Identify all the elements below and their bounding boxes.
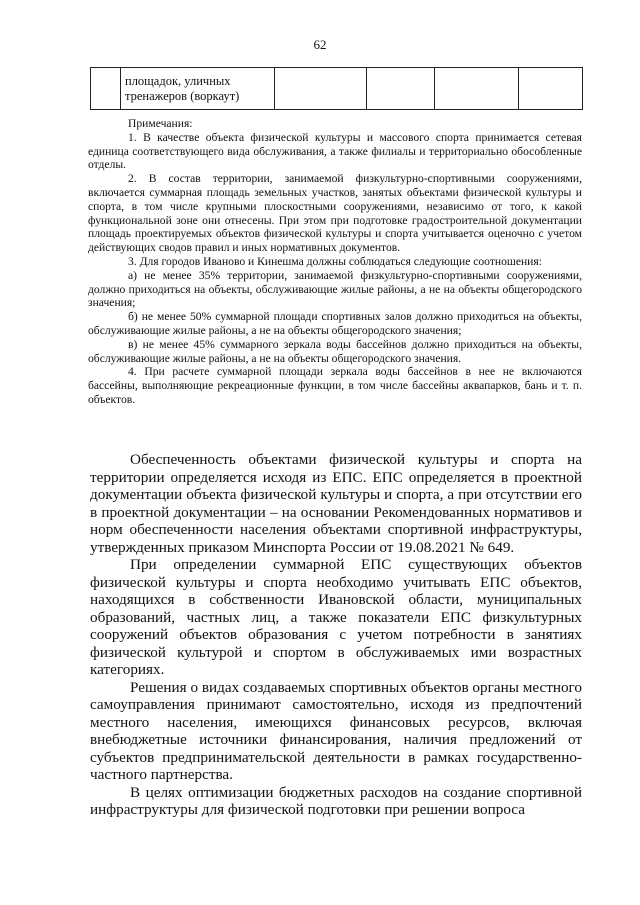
paragraph-optimization: В целях оптимизации бюджетных расходов на создание спортивной инфраструктуры для физической подготовки при решении вопроса xyxy=(90,783,582,818)
table-cell-value xyxy=(275,68,367,110)
paragraph-decisions: Решения о видах создаваемых спортивных объектов органы местного самоуправления принимают самостоятельно, исходя из предпочтений местного населения, имеющихся финансовых ресурсов, включая внебюджетные источники финансирования, наличия предложений от субъектов предпринимательской деятельности в рамках государственно-частного партнерства. xyxy=(90,678,582,783)
notes-title: Примечания: xyxy=(128,117,193,130)
table-cell-value xyxy=(519,68,583,110)
table-row xyxy=(91,68,583,110)
table-cell-number xyxy=(91,68,121,110)
body-text xyxy=(90,451,582,819)
note-3a: а) не менее 35% территории, занимаемой физкультурно-спортивными сооружениями, должно приходиться на объекты, обслуживающие жилые районы, а не на объекты общегородского значения; xyxy=(88,268,582,310)
note-1: 1. В качестве объекта физической культуры и массового спорта принимается сетевая единица соответствующего вида обслуживания, а также филиалы и территориально обособленные отделы. xyxy=(88,130,582,172)
notes-block xyxy=(88,117,582,407)
table-continuation xyxy=(90,67,583,110)
paragraph-provision: Обеспеченность объектами физической культуры и спорта на территории определяется исходя из ЕПС. ЕПС определяется в проектной документации объекта физической культуры и спорта, а при отсутствии его в проектной документации – на основании Рекомендованных нормативов и норм обеспеченности населения объектами спортивной инфраструктуры, утвержденных приказом Минспорта России от 19.08.2021 № 649. xyxy=(90,451,582,556)
table-cell-name: площадок, уличных тренажеров (воркаут) xyxy=(121,68,275,110)
note-3: 3. Для городов Иваново и Кинешма должны соблюдаться следующие соотношения: xyxy=(128,254,542,268)
note-2: 2. В состав территории, занимаемой физкультурно-спортивными сооружениями, включается суммарная площадь земельных участков, занятых объектами физической культуры и спорта, в том числе крупными плоскостными сооружениями, независимо от того, к какой функциональной зоне они отнесены. При этом при подготовке градостроительной документации площадь проектируемых объектов физической культуры и спорта учитывается оценочно с учетом действующих сводов правил и иных нормативных документов. xyxy=(88,172,582,255)
table-cell-value xyxy=(367,68,435,110)
page-number: 62 xyxy=(313,37,327,52)
paragraph-total-eps: При определении суммарной ЕПС существующих объектов физической культуры и спорта необходимо учитывать ЕПС объектов, находящихся в собственности Ивановской области, муниципальных образований, частных лиц, а также показатели ЕПС физкультурных сооружений объектов образования с учетом потребности в занятиях физической культурой и спортом в обслуживаемых ими возрастных категориях. xyxy=(90,556,582,678)
note-3c: в) не менее 45% суммарного зеркала воды бассейнов должно приходиться на объекты, обслуживающие жилые районы, а не на объекты общегородского значения. xyxy=(88,337,582,365)
note-4: 4. При расчете суммарной площади зеркала воды бассейнов в нее не включаются бассейны, выполняющие рекреационные функции, в том числе бассейны аквапарков, бань и т. п. объектов. xyxy=(88,365,582,406)
table-cell-value xyxy=(435,68,519,110)
note-3b: б) не менее 50% суммарной площади спортивных залов должно приходиться на объекты, обслуживающие жилые районы, а не на объекты общегородского значения; xyxy=(88,310,582,337)
